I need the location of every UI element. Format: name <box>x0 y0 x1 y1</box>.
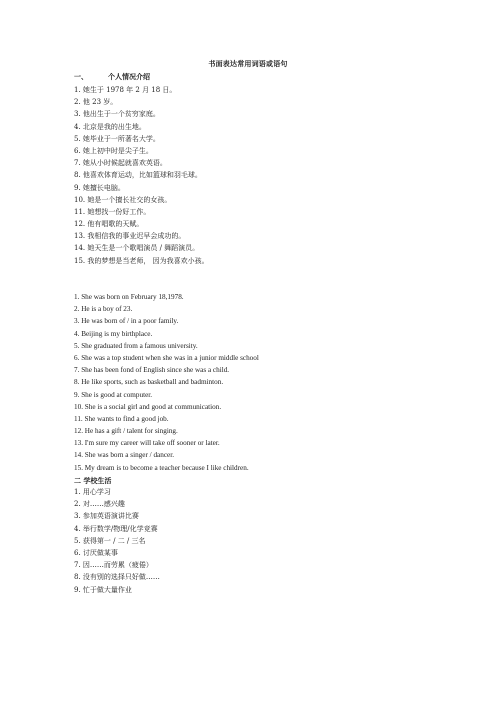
list-item: 2. 对……感兴趣 <box>74 500 125 509</box>
document-title: 书面表达常用词语或语句 <box>208 59 288 68</box>
list-item: 9. She is good at computer. <box>74 390 153 399</box>
list-item: 15. 我的梦想是当老师， 因为我喜欢小孩。 <box>74 256 209 265</box>
section1-heading-text: 个人情况介绍 <box>108 72 150 81</box>
list-item: 13. 我相信我的事业迟早会成功的。 <box>74 232 186 241</box>
list-item: 4. 举行数学/物理/化学竞赛 <box>74 524 158 533</box>
list-item: 3. He was born of / in a poor family. <box>74 317 179 326</box>
list-item: 13. I'm sure my career will take off sooner or later. <box>74 439 220 448</box>
section1-heading <box>74 72 150 82</box>
section1-english-list <box>74 291 259 474</box>
list-item: 7. 因……而劳累（疲倦） <box>74 561 153 570</box>
section1-chinese-list <box>74 84 209 267</box>
list-item: 14. She was born a singer / dancer. <box>74 451 174 460</box>
section2-list <box>74 486 160 596</box>
list-item: 4. 北京是我的出生地。 <box>74 122 146 131</box>
list-item: 11. She wants to find a good job. <box>74 414 169 423</box>
list-item: 11. 她想找一份好工作。 <box>74 207 151 216</box>
list-item: 6. She was a top student when she was in a junior middle school <box>74 353 259 362</box>
list-item: 7. 她从小时候起就喜欢英语。 <box>74 159 167 168</box>
list-item: 5. 她毕业于一所著名大学。 <box>74 134 160 143</box>
list-item: 8. 他喜欢体育运动，比如篮球和羽毛球。 <box>74 171 202 180</box>
list-item: 8. 没有别的选择只好做…… <box>74 573 160 582</box>
list-item: 2. 他 23 岁。 <box>74 98 118 107</box>
list-item: 6. 她上初中时是尖子生。 <box>74 146 153 155</box>
list-item: 9. 忙于做大量作业 <box>74 585 132 594</box>
list-item: 7. She has been fond of English since she was a child. <box>74 366 230 375</box>
list-item: 1. 用心学习 <box>74 488 111 496</box>
list-item: 3. 参加英语演讲比赛 <box>74 512 139 521</box>
section1-number: 一、 <box>74 72 88 81</box>
list-item: 10. 她是一个擅长社交的女孩。 <box>74 195 172 204</box>
list-item: 12. 他有唱歌的天赋。 <box>74 220 144 229</box>
list-item: 5. She graduated from a famous university. <box>74 341 198 350</box>
list-item: 14. 她天生是一个歌唱演员 / 舞蹈演员。 <box>74 244 200 253</box>
list-item: 6. 讨厌做某事 <box>74 548 118 557</box>
list-item: 3. 他出生于一个贫穷家庭。 <box>74 110 160 119</box>
list-item: 2. He is a boy of 23. <box>74 305 133 314</box>
list-item: 9. 她擅长电脑。 <box>74 183 125 192</box>
list-item: 1. She was born on February 18,1978. <box>74 293 184 301</box>
list-item: 8. He like sports, such as basketball and badminton. <box>74 378 224 387</box>
list-item: 12. He has a gift / talent for singing. <box>74 427 178 436</box>
list-item: 4. Beijing is my birthplace. <box>74 329 153 338</box>
list-item: 15. My dream is to become a teacher because I like children. <box>74 463 249 472</box>
list-item: 1. 她生于 1978 年 2 月 18 日。 <box>74 86 177 94</box>
list-item: 5. 获得第一 / 二 / 三名 <box>74 536 146 545</box>
list-item: 10. She is a social girl and good at communication. <box>74 402 222 411</box>
section2-heading: 二 学校生活 <box>74 476 112 485</box>
